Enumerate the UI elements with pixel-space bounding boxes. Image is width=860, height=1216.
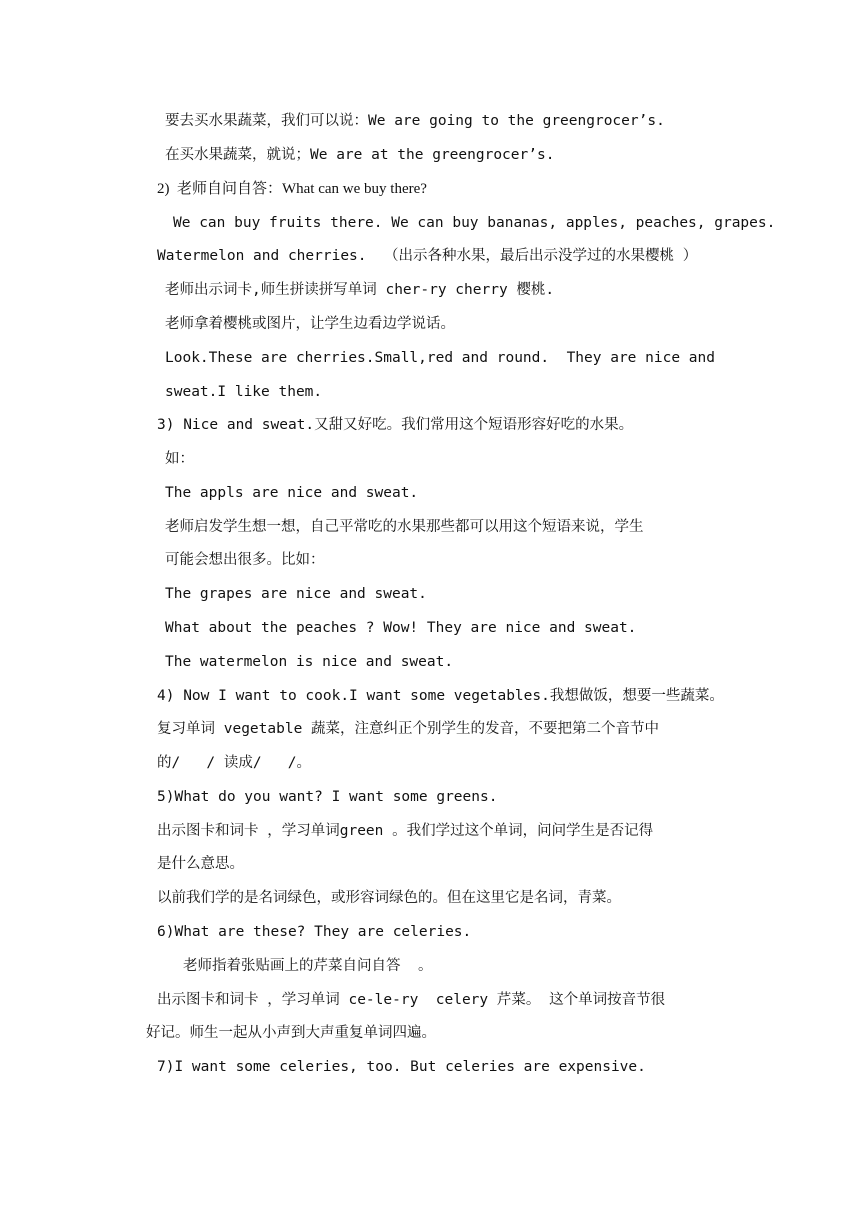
text-line: What about the peaches ? Wow! They are nice and sweat. — [165, 620, 637, 636]
text-line: The grapes are nice and sweat. — [165, 586, 427, 602]
text-line: 5)What do you want? I want some greens. — [157, 789, 498, 805]
text-line: 3) Nice and sweat.又甜又好吃。我们常用这个短语形容好吃的水果。 — [157, 417, 634, 433]
text-line: 好记。师生一起从小声到大声重复单词四遍。 — [146, 1025, 436, 1041]
text-line: 出示图卡和词卡 ，学习单词 ce-le-ry celery 芹菜。 这个单词按音节很 — [157, 992, 666, 1008]
text-line: 以前我们学的是名词绿色，或形容词绿色的。但在这里它是名词，青菜。 — [157, 890, 621, 906]
text-line: 6)What are these? They are celeries. — [157, 924, 472, 940]
text-line: 要去买水果蔬菜，我们可以说：We are going to the greengrocer’s. — [165, 113, 665, 129]
text-line: 可能会想出很多。比如： — [165, 552, 325, 568]
text-line: We can buy fruits there. We can buy bananas, apples, peaches, grapes. — [173, 215, 776, 231]
text-line: The appls are nice and sweat. — [165, 485, 419, 501]
text-line: 老师拿着樱桃或图片，让学生边看边学说话。 — [165, 316, 455, 332]
text-line: 老师启发学生想一想，自己平常吃的水果那些都可以用这个短语来说，学生 — [165, 519, 644, 535]
text-line: 出示图卡和词卡 ，学习单词green 。我们学过这个单词，问问学生是否记得 — [157, 823, 654, 839]
text-line: 7)I want some celeries, too. But celeries are expensive. — [157, 1059, 646, 1075]
text-line: Look.These are cherries.Small,red and round. They are nice and — [165, 350, 715, 366]
text-line: 4) Now I want to cook.I want some vegetables.我想做饭，想要一些蔬菜。 — [157, 688, 724, 704]
text-line: 复习单词 vegetable 蔬菜，注意纠正个别学生的发音，不要把第二个音节中 — [157, 721, 660, 737]
text-line: The watermelon is nice and sweat. — [165, 654, 454, 670]
text-line: Watermelon and cherries. （出示各种水果，最后出示没学过的水果樱桃 ） — [157, 248, 698, 264]
text-line: 老师出示词卡,师生拼读拼写单词 cher-ry cherry 樱桃. — [165, 282, 555, 298]
text-line: 2) 老师自问自答：What can we buy there? — [157, 181, 427, 197]
text-line: 在买水果蔬菜，就说；We are at the greengrocer’s. — [165, 147, 555, 163]
text-line: 是什么意思。 — [157, 856, 244, 872]
text-line: 的/ / 读成/ /。 — [157, 755, 312, 771]
text-line: sweat.I like them. — [165, 384, 323, 400]
text-line: 如： — [165, 451, 194, 467]
text-line: 老师指着张贴画上的芹菜自问自答 。 — [183, 958, 433, 974]
